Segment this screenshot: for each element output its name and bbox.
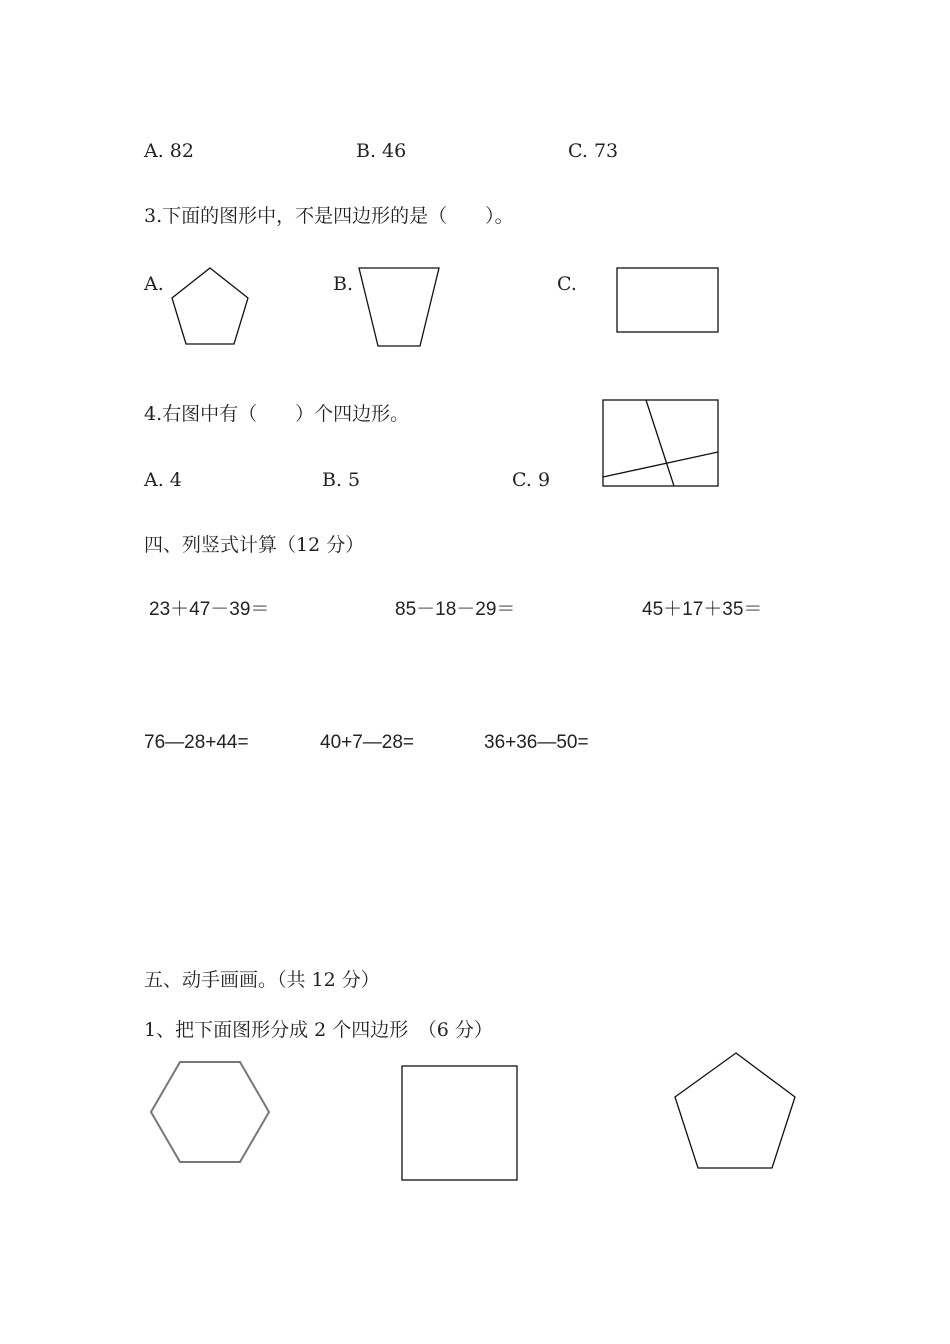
calc-problem-4: 76—28+44=	[144, 732, 249, 753]
q4-option-b: B. 5	[322, 469, 361, 491]
q3-rectangle-shape	[610, 260, 730, 340]
q2-option-b: B. 46	[356, 140, 407, 162]
calc-problem-5: 40+7—28=	[320, 732, 415, 753]
q3-label-c: C.	[557, 273, 577, 295]
calc-problem-2: 85－18－29＝	[395, 599, 516, 620]
pentagon-shape	[668, 1045, 803, 1175]
q3-label-b: B.	[333, 273, 354, 295]
q2-option-c: C. 73	[568, 140, 619, 162]
section5-task1: 1、把下面图形分成 2 个四边形 （6 分）	[144, 1019, 493, 1041]
q4-stem: 4.右图中有（ ）个四边形。	[144, 403, 410, 425]
q3-pentagon-shape	[160, 260, 260, 355]
section4-heading: 四、列竖式计算（12 分）	[144, 534, 365, 556]
square-shape	[395, 1058, 525, 1188]
q3-label-a: A.	[144, 273, 164, 295]
calc-problem-3: 45＋17＋35＝	[642, 599, 763, 620]
q2-option-a: A. 82	[144, 140, 194, 162]
calc-problem-1: 23＋47－39＝	[149, 599, 270, 620]
q3-stem: 3.下面的图形中，不是四边形的是（ ）。	[144, 205, 514, 227]
q4-option-a: A. 4	[144, 469, 182, 491]
q4-option-c: C. 9	[512, 469, 551, 491]
section5-heading: 五、动手画画。（共 12 分）	[144, 969, 380, 991]
calc-problem-6: 36+36—50=	[484, 732, 589, 753]
q3-trapezoid-shape	[350, 260, 450, 355]
hexagon-shape	[145, 1055, 275, 1170]
q4-divided-rectangle-figure	[596, 392, 726, 494]
